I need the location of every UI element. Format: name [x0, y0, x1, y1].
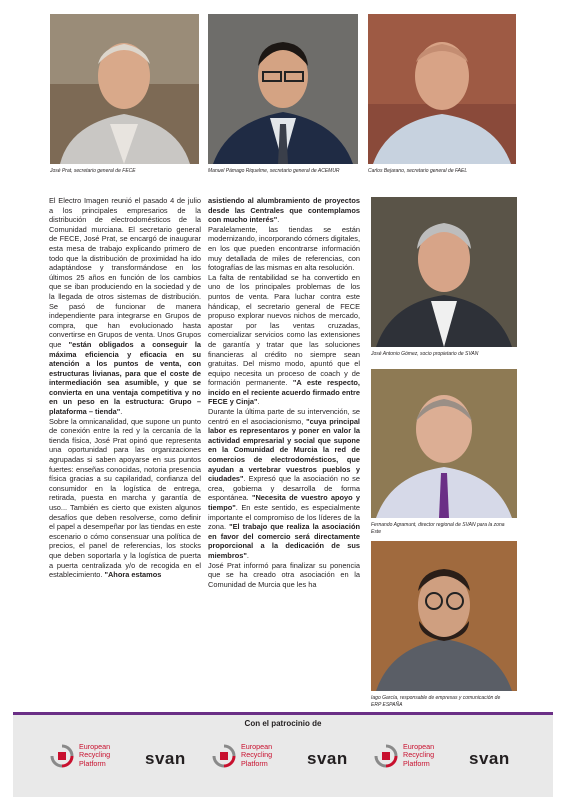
photo-fernando-agramunt [371, 369, 517, 518]
photo-caption: Fernando Agramunt, director regional de SVAN para la zona Este [371, 522, 505, 535]
photo-caption: José Antonio Gómez, socio propietario de SVAN [371, 351, 479, 357]
svan-logo: svan [307, 749, 348, 768]
erp-recycle-icon [373, 743, 399, 769]
svan-logo: svan [145, 749, 186, 768]
erp-line: Platform [79, 758, 106, 768]
photo-caption: Carlos Bejarano, secretario general de FAEL [368, 168, 468, 174]
erp-line: European [241, 742, 273, 751]
sponsor-footer [13, 712, 553, 797]
erp-logo-text [403, 743, 434, 768]
photo-caption: José Prat, secretario general de FECE [50, 168, 136, 174]
erp-recycle-icon [211, 743, 237, 769]
photo-jose-antonio-gomez [371, 197, 517, 347]
article-column-1: El Electro Imagen reunió el pasado 4 de julio a los principales empresarios de la distribución de electrodomésticos de la Comunidad murciana. El secretario general de FECE, José Prat, se encargó de inaugurar esta mesa de trabajo explicando primero de todo que la distribución de proximidad ha ido adaptándose y transformándose en los últimos 25 años en función de los cambios que se iban produciendo en la sociedad y de la llegada de otros sistemas de distribución. Se pasó de funcionar de manera independiente para integrarse en Grupos de compra, que han evolucionado hasta convertirse en Grupos de venta. Unos Grupos que "están obligados a conseguir la máxima eficiencia y eficacia en su atención a los puntos de venta, con estructuras livianas, para que el coste de intermediación sea asumible, y que se convierta en una ventaja competitiva y no en un peso en la estructura: Grupo – plataforma – tienda". Sobre la omnicanalidad, que supone un punto de conexión entre la red y la cercanía de la tienda física, José Prat opinó que representa una oportunidad para las organizaciones agrupadas si saben apoyarse en sus puntos fuertes: enseñas conocidas, notoria presencia física gracias a su capilaridad, confianza del consumidor en la logística de entrega, retirada, puesta en marcha y garantía de uso... También es cierto que existen algunos desafíos que deben resolverse, como definir el papel a desempeñar por las tiendas en este escenario o cómo consensuar una política de precios, el panel de referencias, los stocks que deben soportarla y la logística de puerta a puerta centralizada y/o de recogida en el establecimiento. "Ahora estamos [49, 196, 201, 580]
erp-line: Platform [403, 758, 430, 768]
erp-line: Platform [241, 758, 268, 768]
erp-logo-text [241, 743, 272, 768]
erp-line: Recycling [403, 750, 435, 760]
photo-carlos-bejarano [368, 14, 516, 164]
erp-line: European [403, 742, 435, 751]
photo-manuel-pamago [208, 14, 358, 164]
svan-logo: svan [469, 749, 510, 768]
sponsor-title: Con el patrocinio de [244, 719, 322, 728]
photo-caption: Iago García, responsable de empresas y comunicación de ERP ESPAÑA [371, 695, 501, 708]
sponsor-group [211, 739, 371, 779]
sponsor-group [373, 739, 533, 779]
sponsor-group [49, 739, 209, 779]
photo-caption: Manuel Pámago Riquelme, secretario general de ACEMUR [208, 168, 340, 174]
photo-jose-prat [50, 14, 199, 164]
erp-line: European [79, 742, 111, 751]
erp-logo-text [79, 743, 110, 768]
erp-line: Recycling [241, 750, 273, 760]
erp-recycle-icon [49, 743, 75, 769]
erp-line: Recycling [79, 750, 111, 760]
article-column-2: asistiendo al alumbramiento de proyectos desde las Centrales que contemplamos con mucho interés". Paralelamente, las tiendas se están modernizando, incorporando córners digitales, en los que pueden encontrarse información muy detallada de miles de referencias, con fotografías de las mismas en alta resolución. La falta de rentabilidad se ha convertido en uno de los principales problemas de los puntos de venta. Para luchar contra este hándicap, el secretario general de FECE propuso explorar nuevos nichos de mercado, apostar por las ventas cruzadas, comercializar servicios como las extensiones de garantía y tratar que las soluciones financieras al crédito no siempre sean gratuitas. Del mismo modo, apuntó que el equipo necesita un proceso de coach y de formación permanente. "A este respecto, incido en el reciente acuerdo firmado entre FECE y Cinja". Durante la última parte de su intervención, se centró en el asociacionismo, "cuya principal labor es representaros y poner en valor la actividad empresarial y social que supone en la Comunidad de Murcia la red de comercios de electrodomésticos, que ayudan a vertebrar vuestros pueblos y ciudades". Expresó que la asociación no se crea, gobierna y desarrolla de forma espontánea. "Necesita de vuestro apoyo y tiempo". En este sentido, es especialmente importante el compromiso de los líderes de la zona. "El trabajo que realiza la asociación en favor del comercio será directamente proporcional a la dedicación de sus miembros". José Prat informó para finalizar su ponencia que se ha creado otra asociación en la Comunidad de Murcia que les ha [208, 196, 361, 589]
photo-iago-garcia [371, 541, 517, 691]
